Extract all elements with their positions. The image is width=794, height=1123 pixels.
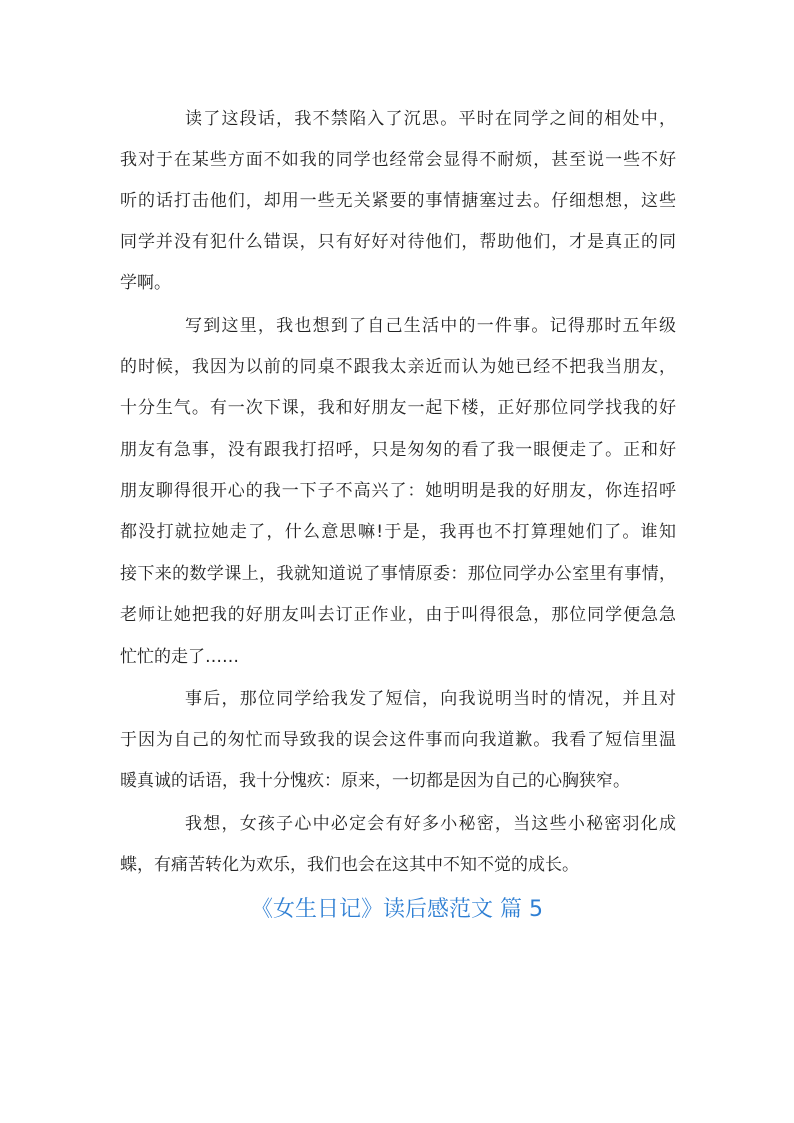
paragraph-1-line-1: 读了这段话，我不禁陷入了沉思。平时在同学之间的相处中， xyxy=(185,109,676,129)
paragraph-2-line-3: 十分生气。有一次下课，我和好朋友一起下楼，正好那位同学找我的好 xyxy=(120,398,676,418)
paragraph-3-line-2: 于因为自己的匆忙而导致我的误会这件事而向我道歉。我看了短信里温 xyxy=(120,730,676,750)
paragraph-2-line-7: 接下来的数学课上，我就知道说了事情原委：那位同学办公室里有事情， xyxy=(120,564,676,584)
section-heading: 《女生日记》读后感范文 篇 5 xyxy=(251,897,543,922)
paragraph-1-line-3: 听的话打击他们，却用一些无关紧要的事情搪塞过去。仔细想想，这些 xyxy=(120,191,676,211)
paragraph-3-line-3: 暖真诚的话语，我十分愧疚：原来，一切都是因为自己的心胸狭窄。 xyxy=(120,771,630,791)
paragraph-2-line-1: 写到这里，我也想到了自己生活中的一件事。记得那时五年级 xyxy=(185,316,676,336)
paragraph-2-line-2: 的时候，我因为以前的同桌不跟我太亲近而认为她已经不把我当朋友， xyxy=(120,357,676,377)
paragraph-2-line-8: 老师让她把我的好朋友叫去订正作业，由于叫得很急，那位同学便急急 xyxy=(120,605,676,625)
paragraph-2-line-6: 都没打就拉她走了，什么意思嘛!于是，我再也不打算理她们了。谁知 xyxy=(120,522,676,542)
paragraph-1-line-4: 同学并没有犯什么错误，只有好好对待他们，帮助他们，才是真正的同 xyxy=(120,232,676,252)
paragraph-3-line-1: 事后，那位同学给我发了短信，向我说明当时的情况，并且对 xyxy=(185,689,676,709)
paragraph-2-line-9: 忙忙的走了…… xyxy=(120,647,239,667)
paragraph-1-line-5: 学啊。 xyxy=(120,273,171,293)
paragraph-2-line-5: 朋友聊得很开心的我一下子不高兴了：她明明是我的好朋友，你连招呼 xyxy=(120,481,676,501)
paragraph-4-line-2: 蝶，有痛苦转化为欢乐，我们也会在这其中不知不觉的成长。 xyxy=(120,855,579,875)
paragraph-2-line-4: 朋友有急事，没有跟我打招呼，只是匆匆的看了我一眼便走了。正和好 xyxy=(120,440,676,460)
paragraph-4-line-1: 我想，女孩子心中必定会有好多小秘密，当这些小秘密羽化成 xyxy=(185,814,676,834)
paragraph-1-line-2: 我对于在某些方面不如我的同学也经常会显得不耐烦，甚至说一些不好 xyxy=(120,150,676,170)
